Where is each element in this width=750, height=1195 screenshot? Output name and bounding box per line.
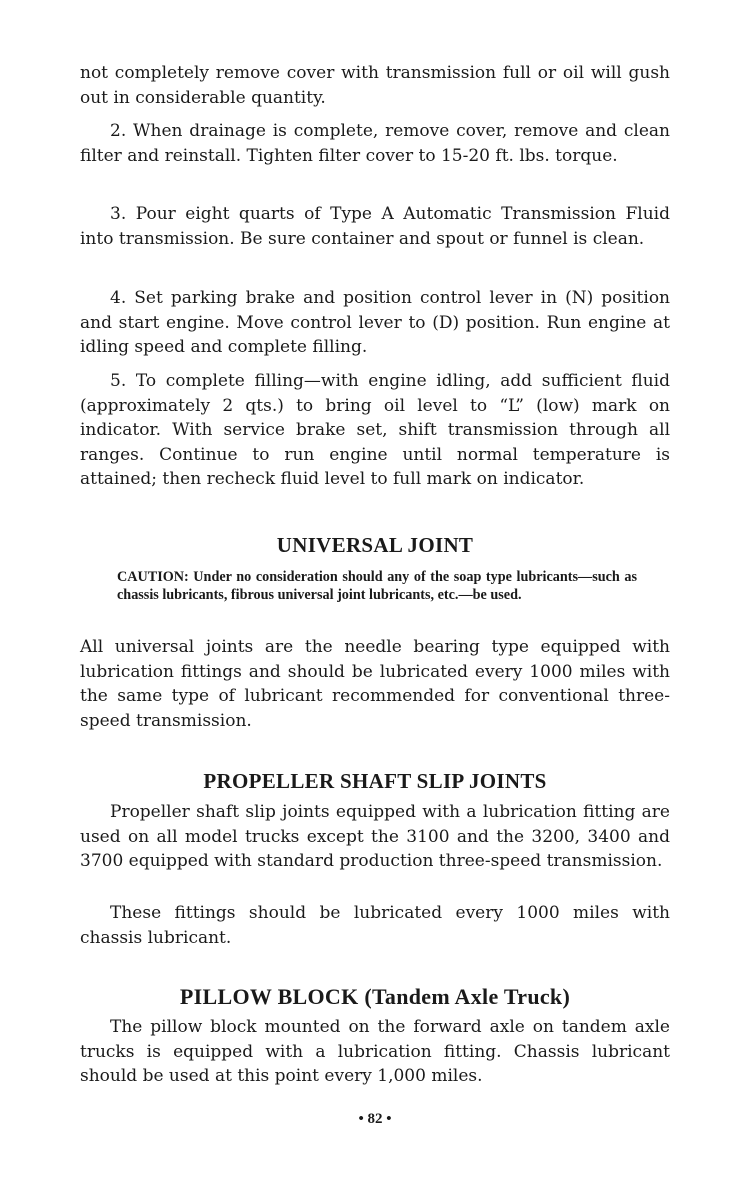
step-2-paragraph: 2. When drainage is complete, remove cover, remove and clean filter and reinstall. Tighten filter cover to 15-20 ft. lbs. torque. bbox=[80, 121, 670, 166]
continuation-paragraph: not completely remove cover with transmission full or oil will gush out in considerable quantity. bbox=[80, 63, 670, 108]
page-number: • 82 • bbox=[358, 1111, 392, 1127]
caution-note: CAUTION: Under no consideration should any of the soap type lubricants—such as chassis lubricants, fibrous universal joint lubricants, etc.—be used. bbox=[117, 569, 637, 603]
universal-joint-heading: UNIVERSAL JOINT bbox=[276, 533, 474, 557]
step-4-paragraph: 4. Set parking brake and position control lever in (N) position and start engine. Move control lever to (D) position. Run engine at idling speed and complete filling. bbox=[80, 288, 670, 358]
step-3-paragraph: 3. Pour eight quarts of Type A Automatic Transmission Fluid into transmission. Be sure container and spout or funnel is clean. bbox=[80, 204, 670, 249]
propeller-shaft-paragraph-1: Propeller shaft slip joints equipped with a lubrication fitting are used on all model trucks except the 3100 and the 3200, 3400 and 3700 equipped with standard production three-speed transmission. bbox=[80, 802, 670, 872]
propeller-shaft-heading: PROPELLER SHAFT SLIP JOINTS bbox=[203, 769, 547, 793]
propeller-shaft-paragraph-2: These fittings should be lubricated every 1000 miles with chassis lubricant. bbox=[80, 903, 670, 948]
pillow-block-paragraph: The pillow block mounted on the forward axle on tandem axle trucks is equipped with a lubrication fitting. Chassis lubricant should be used at this point every 1,000 miles. bbox=[80, 1017, 670, 1087]
step-5-paragraph: 5. To complete filling—with engine idling, add sufficient fluid (approximately 2 qts.) to bring oil level to “L” (low) mark on indicator. With service brake set, shift transmission through all ranges. Continue to run engine until normal temperature is attained; then recheck fluid level to full mark on indicator. bbox=[80, 371, 670, 490]
universal-joint-paragraph: All universal joints are the needle bearing type equipped with lubrication fittings and should be lubricated every 1000 miles with the same type of lubricant recommended for conventional three-speed transmission. bbox=[80, 637, 670, 731]
pillow-block-heading: PILLOW BLOCK (Tandem Axle Truck) bbox=[179, 984, 571, 1009]
